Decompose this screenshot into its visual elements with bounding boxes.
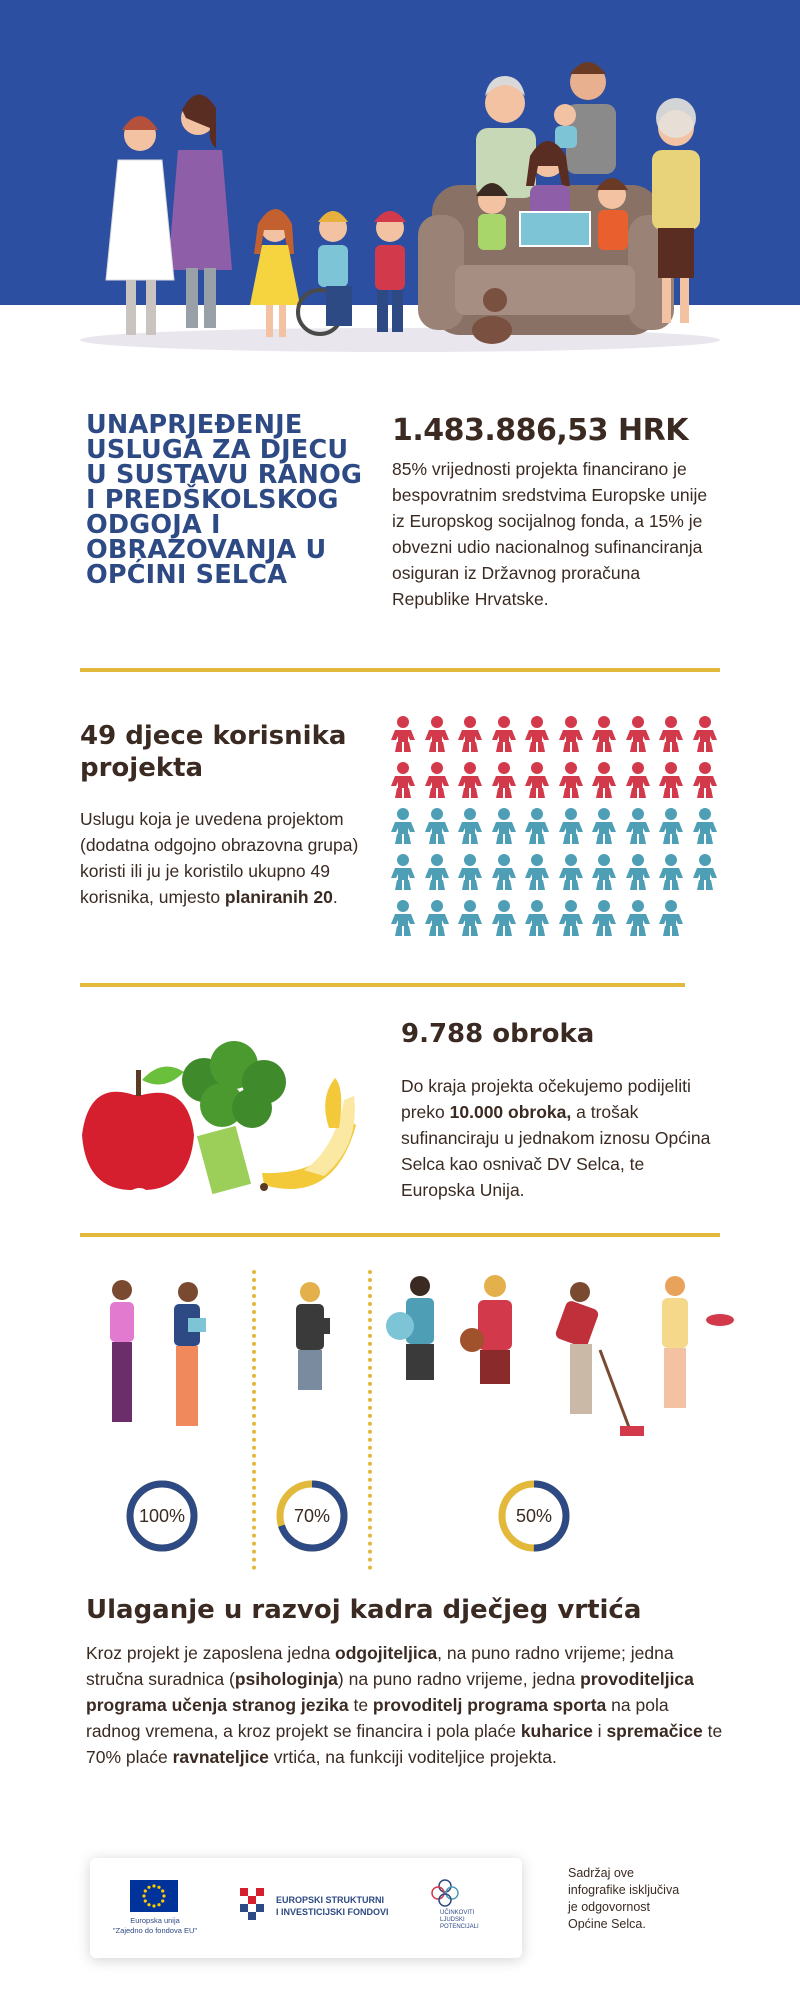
staff-text-part: vrtića, na funkciji voditeljice projekta.: [268, 1747, 557, 1767]
child-icon: [524, 808, 550, 844]
child-icon: [457, 854, 483, 890]
child-icon: [625, 900, 651, 936]
staff-role: spremačice: [606, 1721, 703, 1741]
project-title: UNAPRJEĐENJE USLUGA ZA DJECU U SUSTAVU RANOG I PREDŠKOLSKOG ODGOJA I OBRAZOVANJA U OPĆINI SELCA: [86, 410, 363, 590]
child-icon: [424, 762, 450, 798]
child-icon: [390, 854, 416, 890]
child-icon: [658, 762, 684, 798]
child-icon: [558, 808, 584, 844]
child-icon: [591, 808, 617, 844]
child-icon: [692, 808, 718, 844]
eu-flag-icon: [130, 1880, 178, 1912]
disclaimer-text: Sadržaj ove infografike isključiva je odgovornost Općine Selca.: [568, 1866, 680, 1931]
meals-text: Do kraja projekta očekujemo podijeliti preko 10.000 obroka, a trošak sufinanciraju u jednakom iznosu Općina Selca kao osnivač DV Selca, te Europska Unija.: [401, 1076, 711, 1200]
staff-text-part: ) na puno radno vrijeme, jedna: [337, 1669, 581, 1689]
eu-caption: Europska unija "Zajedno do fondova EU": [112, 1916, 198, 1935]
esi-caption: EUROPSKI STRUKTURNI I INVESTICIJSKI FONDOVI: [276, 1895, 389, 1917]
child-icon: [558, 854, 584, 890]
child-icon: [390, 808, 416, 844]
child-icon: [457, 762, 483, 798]
child-icon: [625, 808, 651, 844]
staff-text-part: i: [592, 1721, 607, 1741]
child-icon: [558, 900, 584, 936]
staff-text-part: na pola radnog vremena, a kroz projekt se financira i pola plaće: [86, 1695, 669, 1741]
child-icon: [658, 854, 684, 890]
dotted-separator: [368, 1270, 372, 1570]
child-icon: [457, 808, 483, 844]
child-icon: [524, 762, 550, 798]
family-illustration: [0, 0, 800, 360]
staff-text-part: te: [348, 1695, 373, 1715]
child-icon: [491, 716, 517, 752]
staff-role: psihologinja: [234, 1669, 338, 1689]
child-icon: [658, 900, 684, 936]
child-icon: [658, 808, 684, 844]
staff-text-part: te 70% plaće: [86, 1721, 723, 1767]
child-icon: [390, 716, 416, 752]
children-icon-grid: [390, 716, 730, 946]
project-amount: 1.483.886,53 HRK: [392, 413, 688, 448]
ring-label: 100%: [138, 1506, 186, 1526]
child-icon: [491, 854, 517, 890]
staff-role: kuharice: [520, 1721, 593, 1741]
financing-text: 85% vrijednosti projekta financirano je bespovratnim sredstvima Europske unije iz Europskog socijalnog fonda, a 15% je obvezni udio nacionalnog sufinanciranja osiguran iz Državnog proračuna Republike Hrvatske.: [392, 459, 708, 609]
child-icon: [591, 762, 617, 798]
child-icon: [692, 854, 718, 890]
child-icon: [424, 854, 450, 890]
staff-role: ravnateljice: [172, 1747, 269, 1767]
ring-chart: [272, 1476, 352, 1556]
section-divider: [80, 983, 685, 987]
section-divider: [80, 1233, 720, 1237]
child-icon: [591, 854, 617, 890]
ring-label: 50%: [515, 1506, 553, 1526]
child-icon: [591, 900, 617, 936]
ring-chart: [494, 1476, 574, 1556]
food-illustration: [74, 1020, 374, 1210]
dotted-separator: [252, 1270, 256, 1570]
flower-logo-icon: [430, 1878, 460, 1913]
staff-illustration: [70, 1270, 750, 1460]
child-icon: [692, 762, 718, 798]
croatia-checker-icon: [240, 1888, 274, 1927]
ring-chart: [122, 1476, 202, 1556]
child-icon: [625, 716, 651, 752]
child-icon: [491, 762, 517, 798]
section-divider: [80, 668, 720, 672]
child-icon: [658, 716, 684, 752]
ring-label: 70%: [293, 1506, 331, 1526]
staff-text-part: , na puno radno vrijeme; jedna stručna suradnica (: [86, 1643, 674, 1689]
funding-logos: [90, 1858, 522, 1958]
child-icon: [524, 854, 550, 890]
staff-heading: Ulaganje u razvoj kadra dječjeg vrtića: [86, 1595, 642, 1625]
child-icon: [558, 762, 584, 798]
meals-heading: 9.788 obroka: [401, 1019, 595, 1049]
child-icon: [558, 716, 584, 752]
child-icon: [524, 900, 550, 936]
child-icon: [625, 762, 651, 798]
staff-text: [86, 1640, 726, 1770]
child-icon: [424, 716, 450, 752]
children-heading: 49 djece korisnika projekta: [80, 721, 347, 783]
child-icon: [591, 716, 617, 752]
staff-text-part: Kroz projekt je zaposlena jedna: [86, 1643, 336, 1663]
child-icon: [491, 900, 517, 936]
staff-role: provoditeljica programa učenja stranog jezika: [86, 1669, 694, 1715]
staff-role: odgojiteljica: [335, 1643, 438, 1663]
child-icon: [692, 716, 718, 752]
child-icon: [491, 808, 517, 844]
children-text: Uslugu koja je uvedena projektom (dodatna odgojno obrazovna grupa) koristi ili ju je koristilo ukupno 49 korisnika, umjesto planiranih 20.: [80, 809, 359, 907]
staff-role: provoditelj programa sporta: [372, 1695, 607, 1715]
child-icon: [424, 900, 450, 936]
child-icon: [390, 900, 416, 936]
child-icon: [390, 762, 416, 798]
child-icon: [625, 854, 651, 890]
child-icon: [457, 716, 483, 752]
child-icon: [424, 808, 450, 844]
child-icon: [524, 716, 550, 752]
ljp-caption: UČINKOVITI LJUDSKI POTENCIJALI: [440, 1910, 479, 1930]
child-icon: [457, 900, 483, 936]
